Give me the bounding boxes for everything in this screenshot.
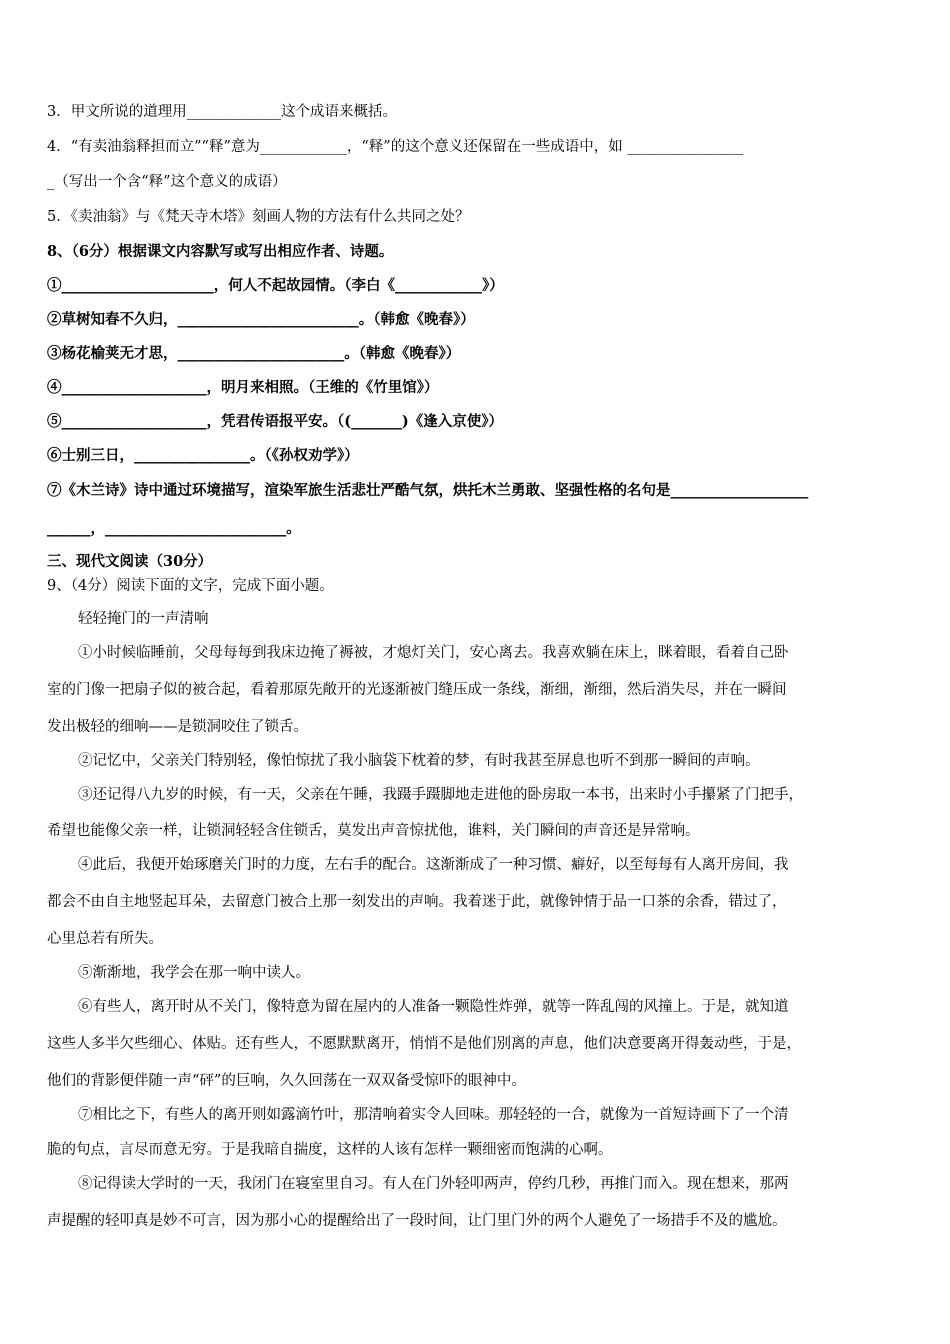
passage-line: ③还记得八九岁的时候，有一天，父亲在午睡，我蹑手蹑脚地走进他的卧房取一本书，出来时小手攥紧了门把手， [78,787,803,803]
question-9: 9、（4分）阅读下面的文字，完成下面小题。 [47,578,334,594]
passage-line: 室的门像一把扇子似的被合起，看着那原先敞开的光逐渐被门缝压成一条线，渐细，渐细，然后消失尽，并在一瞬间 [47,682,787,698]
question-8-title: 8、（6分）根据课文内容默写或写出相应作者、诗题。 [47,243,394,260]
passage-line: 都会不由自主地竖起耳朵，去留意门被合上那一刻发出的声响。我着迷于此，就像钟情于品一口茶的余香，错过了， [47,894,787,910]
passage-line: ⑧记得读大学时的一天，我闭门在寝室里自习。有人在门外轻叩两声，停约几秒，再推门而入。现在想来，那两 [78,1176,789,1192]
q8-item-6: ⑥士别三日，________________。（《孙权劝学》） [47,447,359,464]
passage-line: ①小时候临睡前，父母每每到我床边掩了褥被，才熄灯关门，安心离去。我喜欢躺在床上，眯着眼，看着自己卧 [78,645,789,661]
question-4-line-2: _（写出一个含“释”这个意义的成语） [47,174,287,190]
q8-item-4: ④____________________，明月来相照。（王维的《竹里馆》） [47,379,439,396]
q8-item-1: ①_____________________，何人不起故园情。（李白《____________》） [47,277,504,294]
passage-line: ⑤渐渐地，我学会在那一响中读人。 [78,965,310,981]
question-3: 3．甲文所说的道理用_____________这个成语来概括。 [47,104,397,120]
question-4-line-1: 4．“有卖油翁释担而立”“释”意为____________，“释”的这个意义还保留在一些成语中，如 ________________ [47,139,744,155]
q8-item-3: ③杨花榆荚无才思，_______________________。（韩愈《晚春》） [47,345,461,362]
passage-line: ⑦相比之下，有些人的离开则如露滴竹叶，那清响着实令人回味。那轻轻的一合，就像为一首短诗画下了一个清 [78,1107,789,1123]
question-5: 5．《卖油翁》与《梵天寺木塔》刻画人物的方法有什么共同之处？ [47,209,470,225]
passage-line: ⑥有些人，离开时从不关门，像特意为留在屋内的人准备一颗隐性炸弹，就等一阵乱闯的风撞上。于是，就知道 [78,999,789,1015]
passage-title: 轻轻掩门的一声清响 [78,611,209,627]
passage-line: ④此后，我便开始琢磨关门时的力度，左右手的配合。这渐渐成了一种习惯、癖好，以至每每有人离开房间，我 [78,857,789,873]
section-3-heading: 三、现代文阅读（30分） [47,553,213,570]
q8-item-7: ⑦《木兰诗》诗中通过环境描写，渲染军旅生活悲壮严酷气氛，烘托木兰勇敢、坚强性格的名句是___________________ [47,482,809,499]
q8-item-5: ⑤____________________，凭君传语报平安。（(_______)《逢入京使》） [47,413,503,430]
passage-line: 心里总若有所失。 [47,931,163,947]
passage-line: 发出极轻的细响——是锁洞咬住了锁舌。 [47,719,308,735]
passage-line: ②记忆中，父亲关门特别轻，像怕惊扰了我小脑袋下枕着的梦，有时我甚至屏息也听不到那一瞬间的声响。 [78,753,760,769]
passage-line: 希望也能像父亲一样，让锁洞轻轻含住锁舌，莫发出声音惊扰他，谁料，关门瞬间的声音还是异常响。 [47,823,700,839]
q8-item-2: ②草树知春不久归，_________________________。（韩愈《晚春》） [47,311,475,328]
q8-item-7-continued: ______，_________________________。 [47,520,301,537]
passage-line: 他们的背影便伴随一声“砰”的巨响，久久回荡在一双双备受惊吓的眼神中。 [47,1073,526,1089]
passage-line: 脆的句点，言尽而意无穷。于是我暗自揣度，这样的人该有怎样一颗细密而饱满的心啊。 [47,1142,613,1158]
passage-line: 这些人多半欠些细心、体贴。还有些人，不愿默默离开，悄悄不是他们别离的声息，他们决意要离开得轰动些，于是， [47,1036,801,1052]
passage-line: 声提醒的轻叩真是妙不可言，因为那小心的提醒给出了一段时间，让门里门外的两个人避免了一场措手不及的尴尬。 [47,1213,787,1229]
